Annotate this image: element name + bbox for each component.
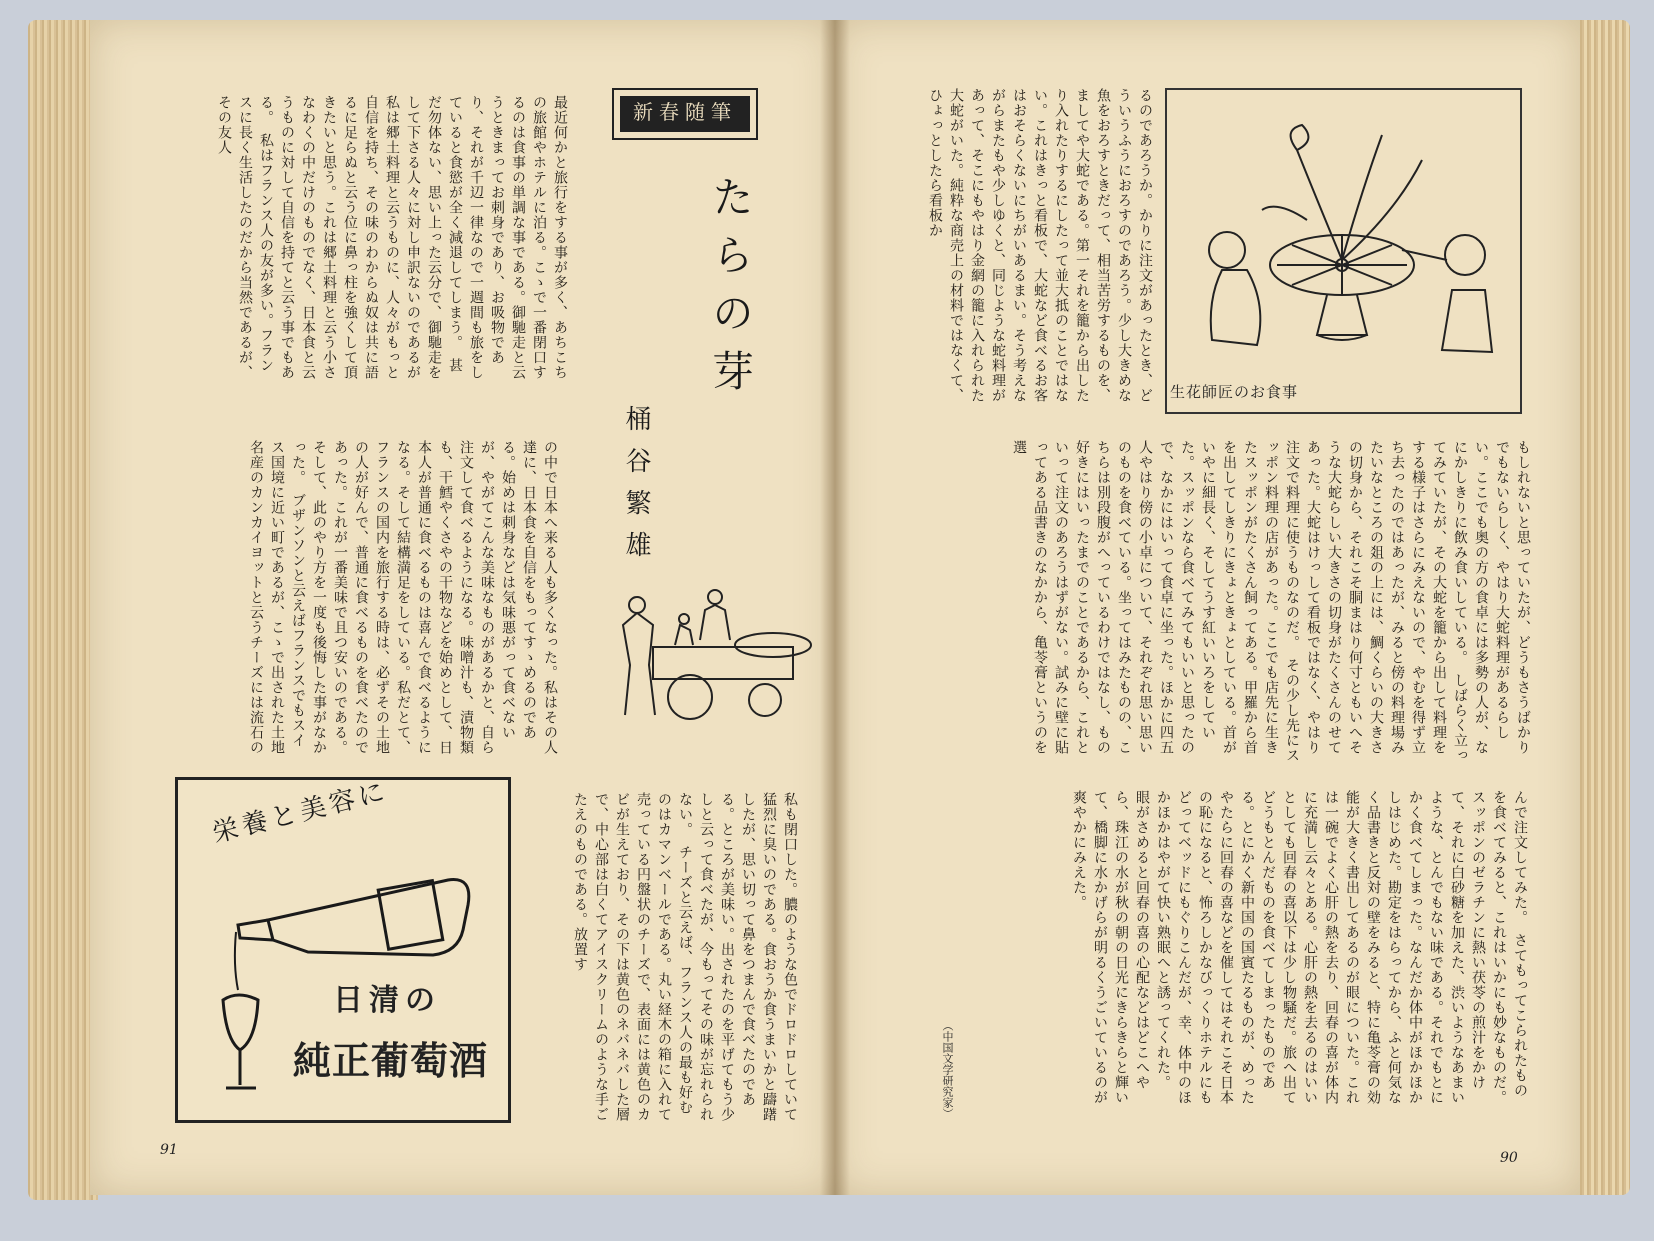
book-gutter <box>820 20 850 1195</box>
illustration-caption: 生花師匠のお食事 <box>1170 383 1299 401</box>
page-number-left: 91 <box>160 1142 178 1158</box>
author-affiliation: （中国文学研究家） <box>941 1020 954 1119</box>
article-author: 桶谷繁雄 <box>621 405 651 573</box>
series-label-box <box>612 88 758 140</box>
right-bottom-body-text: んで注文してみた。 さてもってこられたものを食べてみると、これはいかにも妙なものだ。スッポンのゼラチンに熱い茯苓の煎汁をかけて、それに白砂糖を加えた、渋いようなあまいような、とんでもない味である。それでもとにかく食べてしまった。なんだか体中がほかほかしはじめた。勘定をはらってから、ふと何気なく品書きと反対の壁をみると、特に亀苓膏の効能が大きく書出してあるのが眼についた。これは一碗でよく心肝の熱を去り、回春の喜が体内に充満し云々とある。心肝の熱を去るのはいいとしても回春の喜以下は少し物騒だ。旅へ出てどうもとんだものを食べてしまったものである。とにかく新中国の国賓たるものが、めったやたらに回春の喜などを催してはそれこそ日本の恥になると、怖ろしかなびっくりホテルにもどってベッドにもぐりこんだが、幸、体中のほかほかはやがて快い熟眠へと誘ってくれた。 眼がさめると回春の喜の心配などはどこへやら、珠江の水が秋の朝の日光にきらきらと輝いて、橋脚に水かげらが明るくうごいているのが爽やかにみえた。 <box>1071 790 1528 1105</box>
ad-brand: 日清の <box>333 983 441 1018</box>
left-lower-body-text: の中で日本へ来る人も多くなった。私はその人達に、日本食を自信をもってすゝめるのである。始めは刺身などは気味悪がって食べないが、やがてこんな美味なものがあるかと、自ら注文して食べるようになる。味噌汁も、漬物類も、干鱈やくさやの干物などを始めとして、日本人が普通に食べるものは喜んで食べるようになる。そして結構満足をしている。私だとて、フランスの国内を旅行する時は、必ずその土地の人が好んで、普通に食べるものを食べたのであった。これが一番美味で且つ安いのである。そして、此のやり方を一度も後悔した事がなかった。 ブザンソンと云えばフランスでもスイス国境に近い町であるが、こゝで出された土地名産のカンカイヨットと云うチーズには流石の <box>248 440 558 755</box>
right-middle-body-text: もしれないと思っていたが、どうもさうばかりでもないらしく、やはり大蛇料理があるらしい。ここでも奥の方の食卓には多勢の人が、なにかしきりに飲み食いしている。 しばらく立ってみていたが、その大蛇を籠から出して料理をする様子はさらにみえないので、やむを得ず立ち去ったのではあったが、みると傍の料理場みたいなところの爼の上には、鯛くらいの大きさの切身から、それこそ胴まはり何寸ともいへそうな大蛇らしい大きさの切身がたくさんのせてあった。大蛇はけっして看板ではなく、やはり注文で料理に使うものなのだ。 その少し先にスッポン料理の店があった。ここでも店先に生きたスッポンがたくさん飼ってある。甲羅から首を出してしきりにきょときょとしている。首がいやに細長く、そしてうす紅いいろをしていた。スッポンなら食べてみてもいいと思ったので、なかにはいって食卓に坐った。ほかに四五人やはり傍の小卓について、それぞれ思い思いのものを食べている。坐ってはみたものの、こちらは別段腹がへっているわけではなし、もの好きにはいったまでのことであるから、これといって注文のあろうはずがない。試みに壁に貼ってある品書きのなかから、亀苓膏というのを選 <box>1011 440 1531 763</box>
left-bottom-body-text: 私も閉口した。膿のような色でドロドロしていて猛烈に臭いのである。食おうか食うまいかと躊躇したが、思い切って鼻をつまんで食べたのである。ところが美味い。出されたのを平げてもう少しと云って食べたが、今もってその味が忘れられない。 チーズと云えば、フランス人の最も好むのはカマンベールである。丸い経木の箱に入れて売っている円盤状のチーズで、表面には黄色のカビが生えており、その下は黄色のネバネバした層で、中心部は白くてアイスクリームのような手ごたえのものである。放置す <box>572 792 798 1122</box>
illustration-frame <box>1165 88 1522 414</box>
series-label: 新春随筆 <box>620 96 750 132</box>
left-page-edges <box>28 20 98 1200</box>
ad-slogan: 栄養と美容に <box>209 776 392 849</box>
left-upper-body-text: 最近何かと旅行をする事が多く、あちこちの旅館やホテルに泊る。こゝで一番閉口するのは食事の単調な事である。御馳走と云うときまってお刺身であり、お吸物であり、それが千辺一律なので一週間も旅をしていると食慾が全く減退してしまう。 甚だ勿体ない、思い上った云分で、御馳走をして下さる人々に対し申訳ないのであるが私は郷土料理と云うものに、人々がもっと自信を持ち、その味のわからぬ奴は共に語るに足らぬと云う位に鼻っ柱を強くして頂きたいと思う。これは郷土料理と云う小さなわくの中だけのものでなく、日本食と云うものに対して自信を持てと云う事でもある。 私はフランス人の友が多い。フランスに長く生活したのだから当然であるが、その友人 <box>216 95 568 380</box>
right-upper-body-text: るのであろうか。かりに注文があったとき、どういうふうにおろすのであろう。少し大きめな魚をおろすときだって、相当苦労するものを、ましてや大蛇である。第一それを籠から出したり入れたりするにしたって並大抵のことではない。これはきっと看板で、大蛇など食べるお客はおそらくないにちがいあるまい。そう考えながらまたもや少しゆくと、同じような蛇料理があって、そこにもやはり金網の籠に入れられた大蛇がいた。純粋な商売上の材料ではなくて、ひょっとしたら看板か <box>927 88 1153 403</box>
vendor-cart-drawing <box>605 585 820 730</box>
article-title: たらの芽 <box>706 175 755 407</box>
wine-advertisement <box>175 777 511 1123</box>
ikebana-dining-drawing <box>1167 90 1520 370</box>
vendor-cart-illustration <box>605 585 820 730</box>
ad-product: 純正葡萄酒 <box>293 1038 489 1083</box>
page-number-right: 90 <box>1500 1150 1518 1166</box>
right-page-edges <box>1575 20 1630 1195</box>
